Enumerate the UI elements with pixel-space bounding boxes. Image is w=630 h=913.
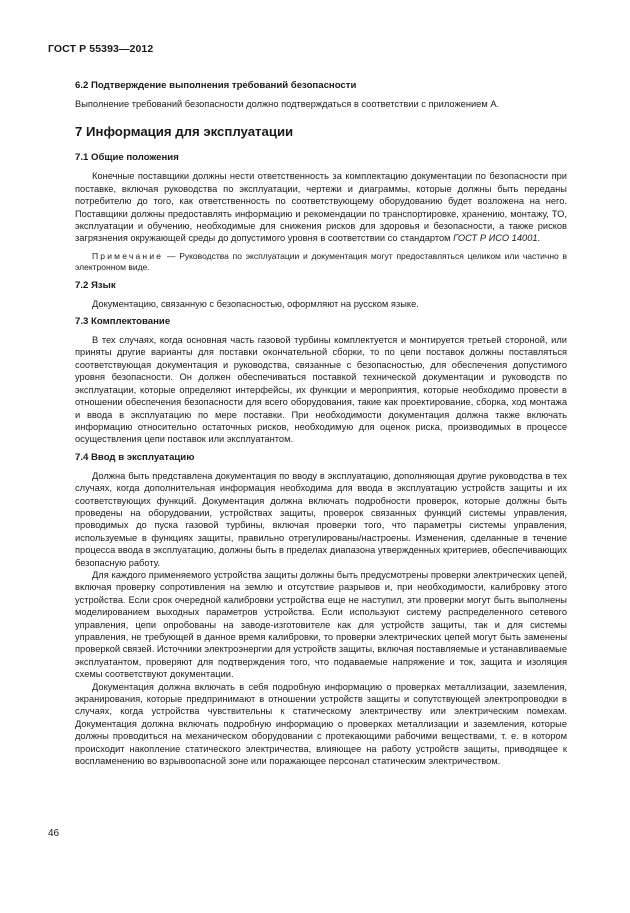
standard-id: ГОСТ Р 55393—2012 <box>48 43 154 55</box>
section-7-4-heading: 7.4 Ввод в эксплуатацию <box>75 451 195 463</box>
section-7-4-para-1: Должна быть представлена документация по вводу в эксплуатацию, дополняющая другие руководства в тех случаях, когда дополнительная информация необходима для ввода в эксплуатацию устройств защиты и их соответствующих функций. Документация должна включать подробности проверок, которые должны быть проведены на оборудовании, устройствах защиты, проверок связанных функций системы управления, проводимых до пуска газовой турбины, включая проверки того, что параметры системы управления, используемые в функциях защиты, правильно отрегулированы/настроены. Изменения, сделанные в течение процесса ввода в эксплуатацию, должны быть в пределах диапазона утвержденных критериев, обеспечивающих безопасную работу. <box>75 470 567 568</box>
section-7-3-heading: 7.3 Комплектование <box>75 316 171 328</box>
section-7-heading: 7 Информация для эксплуатации <box>75 124 294 140</box>
section-7-4-para-2: Для каждого применяемого устройства защиты должны быть предусмотрены проверки электрических цепей, включая проверку сопротивления на землю и отсутствие разрывов и, при необходимости, калибровку этого устройства. Если срок очередной калибровки устройства еще не наступил, эти проверки могут быть выполнены моделированием выходных параметров устройства. Если используют систему распределенного сетевого управления, цепи опробованы на заводе-изготовителе как для устройств защиты, так и для системы управления, не требующей в данное время калибровки, то проверки электрических цепей могут быть заменены проверкой связей. Источники электроэнергии для устройств защиты, включая поставляемые и устанавливаемые эксплуатантом, проверяют для подтверждения того, что подаваемые напряжение и ток, защита и изоляция схемы соответствуют документации. <box>75 569 567 680</box>
section-7-1-text-main: Конечные поставщики должны нести ответственность за комплектацию документации по безопасности при поставке, включая руководства по эксплуатации, чертежи и диаграммы, которые должны быть переданы потребителю до того, как ответственность по соответствующему оборудованию будет возложена на него. Поставщики должны предоставлять информацию и рекомендации по транспортировке, хранению, монтажу, ТО, эксплуатации и обучению, необходимые для снижения рисков для здоровья и безопасности, а также рисков загрязнения окружающей среды до допустимого уровня в соответствии со стандартом <box>75 171 567 244</box>
standard-reference: ГОСТ Р ИСО 14001 <box>453 233 538 244</box>
note-text: — Руководства по эксплуатации и документация могут предоставляться целиком или частично в электронном виде. <box>75 250 567 273</box>
section-6-2-text: Выполнение требований безопасности должно подтверждаться в соответствии с приложением А. <box>75 99 500 109</box>
section-7-2-text: Документацию, связанную с безопасностью, оформляют на русском языке. <box>92 298 419 309</box>
note <box>75 251 567 274</box>
page-number: 46 <box>48 828 60 839</box>
section-7-2-heading: 7.2 Язык <box>75 279 116 291</box>
section-7-3-text: В тех случаях, когда основная часть газовой турбины комплектуется и монтируется третьей стороной, или приняты другие варианты для поставки окончательной сборки, то по цепи поставок должны поставляться соответствующая документация и руководства, связанные с безопасностью, для обеспечения допустимого уровня безопасности. Он должен обеспечиваться поставкой технической документации и руководств по эксплуатации, которые определяют интерфейсы, их функции и мероприятия, которые необходимо провести в отношении обеспечения безопасности для всего оборудования, такие как проектирование, сборка, ход монтажа и ввода в эксплуатацию по мере поставки. При необходимости документация должна также включать информацию относительно остаточных рисков, необходимую для оценок риска, производимых в процессе осуществления цепи поставок или эксплуатантом. <box>75 335 567 445</box>
section-7-4-para-3: Документация должна включать в себя подробную информацию о проверках металлизации, заземления, экранирования, которые предпринимают в отношении устройств защиты и сопутствующей электропроводки в случаях, когда устройства чувствительны к статическому электричеству или электрическим помехам. Документация должна включать подробную информацию о проверках металлизации и заземления, которые должны проводиться на механическом оборудовании с протекающими рабочими веществами, т. е. в котором происходит накопление статического электричества, влияющее на работу устройств защиты, приводящее к воспламенению во взрывоопасной зоне или поражающее персонал статическим электричеством. <box>75 681 567 767</box>
note-label: Примечание <box>92 250 164 261</box>
section-7-1-text <box>75 170 567 244</box>
section-7-1-heading: 7.1 Общие положения <box>75 152 179 164</box>
section-6-2-heading: 6.2 Подтверждение выполнения требований безопасности <box>75 80 357 91</box>
section-7-1-text-end: . <box>537 233 541 244</box>
page-content <box>75 80 567 767</box>
